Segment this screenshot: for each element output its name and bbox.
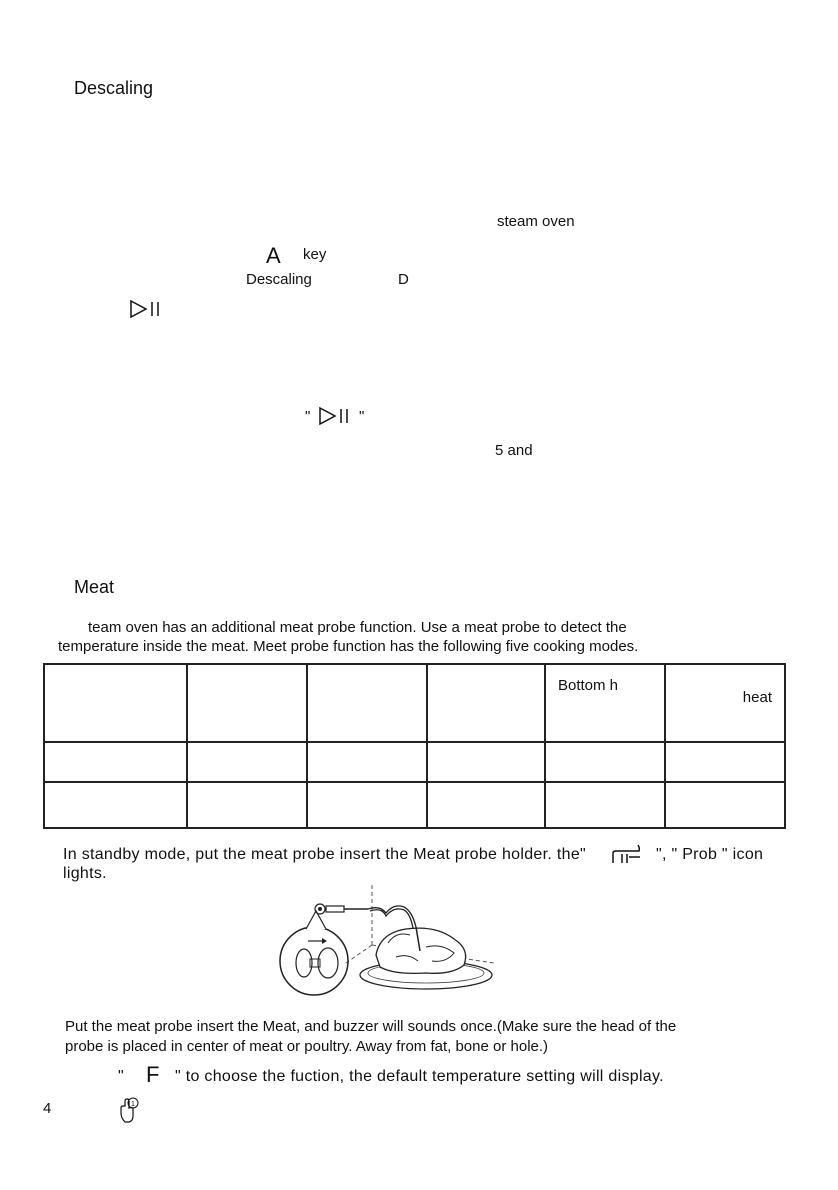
- meat-intro-line1: team oven has an additional meat probe function. Use a meat probe to detect the: [88, 619, 627, 636]
- table-cell: [665, 742, 785, 782]
- table-cell: [44, 664, 187, 742]
- table-cell: [307, 742, 427, 782]
- descaling-heading: Descaling: [74, 78, 154, 98]
- table-cell: [44, 742, 187, 782]
- key-text: key: [303, 246, 327, 263]
- meat-intro-line2: temperature inside the meat. Meet probe function has the following five cooking modes.: [58, 638, 639, 655]
- descaling-word: Descaling: [246, 271, 312, 288]
- step1-text: In standby mode, put the meat probe insert the Meat probe holder. the": [63, 846, 586, 863]
- a-key-icon: A: [266, 243, 281, 268]
- cooking-modes-table: [43, 663, 786, 829]
- bottom-heat-header: Bottom h: [558, 677, 619, 694]
- heat-header: heat: [742, 689, 772, 706]
- table-cell: [187, 742, 307, 782]
- play-pause-icon: [129, 299, 161, 319]
- table-cell: [427, 664, 545, 742]
- svg-text:1: 1: [131, 1101, 135, 1108]
- table-cell: [665, 782, 785, 828]
- steam-oven-text: steam oven: [497, 213, 575, 230]
- quote-close-text: ": [359, 408, 365, 425]
- table-cell: [545, 664, 665, 742]
- table-cell: [44, 782, 187, 828]
- step3-quote: ": [118, 1068, 124, 1085]
- meat-probe-icon: [609, 843, 643, 867]
- table-cell: [427, 742, 545, 782]
- table-cell: [307, 664, 427, 742]
- step2-line2: probe is placed in center of meat or poultry. Away from fat, bone or hole.): [65, 1038, 549, 1055]
- table-cell: [307, 782, 427, 828]
- table-cell: [545, 742, 665, 782]
- step1-line2: lights.: [63, 865, 107, 882]
- step2-line1: Put the meat probe insert the Meat, and buzzer will sounds once.(Make sure the head of the: [65, 1018, 677, 1035]
- step4-number: 4: [43, 1100, 52, 1117]
- table-cell: [665, 664, 785, 742]
- step3-text: " to choose the fuction, the default temperature setting will display.: [175, 1068, 664, 1085]
- quote-open-text: ": [305, 408, 311, 425]
- table-cell: [187, 782, 307, 828]
- meat-probe-illustration: [276, 883, 502, 1003]
- table-cell: [427, 782, 545, 828]
- meat-heading: Meat: [74, 577, 115, 597]
- table-cell: [545, 782, 665, 828]
- five-and-text: 5 and: [495, 442, 533, 459]
- play-pause-icon-quoted: [317, 406, 351, 426]
- table-cell: [187, 664, 307, 742]
- step1-tail: ", " Prob " icon: [656, 846, 764, 863]
- f-key-icon: F: [146, 1062, 160, 1087]
- touch-hand-icon: [118, 1096, 140, 1124]
- letter-d-text: D: [398, 271, 409, 288]
